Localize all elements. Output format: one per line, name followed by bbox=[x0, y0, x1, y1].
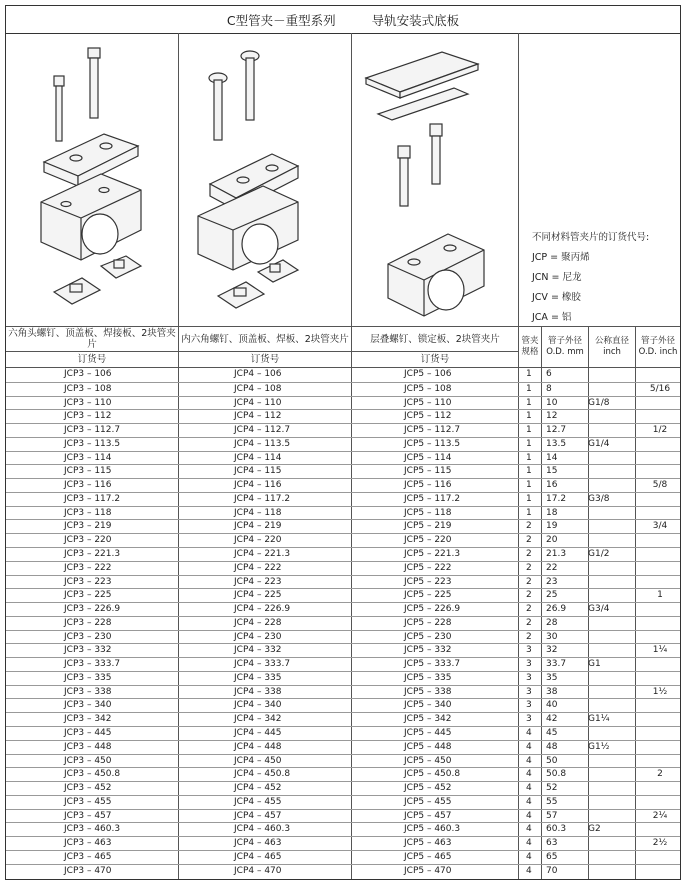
order-no-jcp5: JCP5 – 342 bbox=[404, 714, 452, 725]
od-mm: 28 bbox=[546, 617, 558, 628]
material-jcv: JCV = 橡胶 bbox=[532, 292, 581, 303]
clamp-size: 4 bbox=[526, 769, 532, 780]
table-row bbox=[6, 836, 680, 851]
clamp-size: 1 bbox=[526, 383, 532, 394]
header-col2 bbox=[179, 327, 351, 351]
clamp-size: 2 bbox=[526, 562, 532, 573]
header-od-mm-text: 管子外径 O.D. mm bbox=[546, 336, 584, 357]
table-row bbox=[6, 588, 680, 603]
order-no-jcp3: JCP3 – 450 bbox=[64, 755, 112, 766]
order-no-jcp3: JCP3 – 106 bbox=[64, 369, 112, 379]
clamp-size: 1 bbox=[526, 493, 532, 504]
order-no-jcp4: JCP4 – 455 bbox=[234, 796, 282, 807]
nominal-inch: G1/4 bbox=[588, 438, 610, 449]
order-no-jcp3: JCP3 – 226.9 bbox=[64, 604, 121, 615]
order-no-jcp5: JCP5 – 460.3 bbox=[404, 824, 461, 835]
clamp-size: 1 bbox=[526, 452, 532, 463]
order-no-jcp5: JCP5 – 116 bbox=[404, 480, 452, 491]
nominal-inch: G1½ bbox=[588, 741, 610, 752]
order-no-jcp5: JCP5 – 220 bbox=[404, 535, 452, 546]
table-row bbox=[6, 506, 680, 521]
order-no-jcp4: JCP4 – 222 bbox=[234, 562, 282, 573]
order-no-jcp5: JCP5 – 117.2 bbox=[404, 493, 461, 504]
order-no-jcp5: JCP5 – 457 bbox=[404, 810, 452, 821]
table-row bbox=[6, 423, 680, 438]
order-no-jcp4: JCP4 – 450 bbox=[234, 755, 282, 766]
clamp-size: 4 bbox=[526, 796, 532, 807]
clamp-size: 4 bbox=[526, 728, 532, 739]
order-no-jcp4: JCP4 – 114 bbox=[234, 452, 282, 463]
order-no-jcp3: JCP3 – 112.7 bbox=[64, 425, 121, 436]
clamp-size: 3 bbox=[526, 714, 532, 725]
table-row bbox=[6, 726, 680, 741]
header-order-1 bbox=[6, 352, 178, 366]
nominal-inch: G3/4 bbox=[588, 604, 610, 615]
order-no-jcp3: JCP3 – 452 bbox=[64, 783, 112, 794]
nominal-inch: G1¼ bbox=[588, 714, 610, 725]
order-no-jcp4: JCP4 – 115 bbox=[234, 466, 282, 477]
order-no-jcp4: JCP4 – 452 bbox=[234, 783, 282, 794]
table-row bbox=[6, 740, 680, 755]
clamp-size: 1 bbox=[526, 480, 532, 491]
table-row bbox=[6, 519, 680, 534]
header-nominal-text: 公称直径 inch bbox=[594, 336, 629, 357]
nominal-inch: G3/8 bbox=[588, 493, 610, 504]
order-no-jcp5: JCP5 – 452 bbox=[404, 783, 452, 794]
order-no-jcp5: JCP5 – 448 bbox=[404, 741, 452, 752]
order-no-jcp3: JCP3 – 113.5 bbox=[64, 438, 121, 449]
order-no-jcp4: JCP4 – 335 bbox=[234, 672, 282, 683]
order-no-jcp3: JCP3 – 108 bbox=[64, 383, 112, 394]
order-no-jcp4: JCP4 – 470 bbox=[234, 865, 282, 876]
od-mm: 15 bbox=[546, 466, 558, 477]
clamp-size: 3 bbox=[526, 659, 532, 670]
header-rule bbox=[6, 351, 518, 352]
order-no-jcp4: JCP4 – 448 bbox=[234, 741, 282, 752]
od-mm: 23 bbox=[546, 576, 558, 587]
order-no-jcp4: JCP4 – 465 bbox=[234, 851, 282, 862]
od-inch: 1/2 bbox=[652, 425, 668, 436]
clamp-size: 4 bbox=[526, 851, 532, 862]
od-mm: 17.2 bbox=[546, 493, 567, 504]
table-row bbox=[6, 864, 680, 879]
clamp-size: 4 bbox=[526, 810, 532, 821]
clamp-size: 1 bbox=[526, 397, 532, 408]
order-no-jcp3: JCP3 – 110 bbox=[64, 397, 112, 408]
od-mm: 8 bbox=[546, 383, 552, 394]
order-no-jcp4: JCP4 – 228 bbox=[234, 617, 282, 628]
od-mm: 19 bbox=[546, 521, 558, 532]
od-inch: 1½ bbox=[652, 686, 668, 697]
clamp-size: 3 bbox=[526, 645, 532, 656]
order-no-jcp5: JCP5 – 114 bbox=[404, 452, 452, 463]
order-no-jcp4: JCP4 – 230 bbox=[234, 631, 282, 642]
order-no-jcp3: JCP3 – 222 bbox=[64, 562, 112, 573]
header-col3 bbox=[352, 327, 518, 351]
order-no-jcp4: JCP4 – 226.9 bbox=[234, 604, 291, 615]
order-no-jcp3: JCP3 – 219 bbox=[64, 521, 112, 532]
table-row bbox=[6, 657, 680, 672]
table-row bbox=[6, 382, 680, 397]
order-no-jcp5: JCP5 – 112 bbox=[404, 411, 452, 422]
table-row bbox=[6, 396, 680, 411]
header-order-3-text: 订货号 bbox=[420, 353, 450, 365]
od-inch: 2¼ bbox=[652, 810, 668, 821]
order-no-jcp4: JCP4 – 118 bbox=[234, 507, 282, 518]
od-mm: 70 bbox=[546, 865, 558, 876]
page-title bbox=[6, 6, 680, 34]
order-no-jcp3: JCP3 – 470 bbox=[64, 865, 112, 876]
order-no-jcp4: JCP4 – 219 bbox=[234, 521, 282, 532]
header-order-2-text: 订货号 bbox=[250, 353, 280, 365]
order-no-jcp4: JCP4 – 223 bbox=[234, 576, 282, 587]
table-row bbox=[6, 754, 680, 769]
clamp-size: 3 bbox=[526, 686, 532, 697]
table-row bbox=[6, 781, 680, 796]
table-row bbox=[6, 575, 680, 590]
order-no-jcp4: JCP4 – 340 bbox=[234, 700, 282, 711]
order-no-jcp3: JCP3 – 455 bbox=[64, 796, 112, 807]
od-mm: 22 bbox=[546, 562, 558, 573]
od-inch: 5/8 bbox=[652, 480, 668, 491]
clamp-size: 3 bbox=[526, 700, 532, 711]
clamp-size: 4 bbox=[526, 755, 532, 766]
order-no-jcp3: JCP3 – 112 bbox=[64, 411, 112, 422]
order-no-jcp4: JCP4 – 332 bbox=[234, 645, 282, 656]
clamp-size: 1 bbox=[526, 438, 532, 449]
od-mm: 13.5 bbox=[546, 438, 567, 449]
clamp-size: 2 bbox=[526, 590, 532, 601]
od-inch: 2½ bbox=[652, 838, 668, 849]
od-mm: 50 bbox=[546, 755, 558, 766]
order-no-jcp4: JCP4 – 445 bbox=[234, 728, 282, 739]
order-no-jcp3: JCP3 – 230 bbox=[64, 631, 112, 642]
od-mm: 38 bbox=[546, 686, 558, 697]
title-right: 导轨安装式底板 bbox=[371, 12, 460, 28]
order-no-jcp5: JCP5 – 455 bbox=[404, 796, 452, 807]
order-no-jcp5: JCP5 – 219 bbox=[404, 521, 452, 532]
order-no-jcp5: JCP5 – 465 bbox=[404, 851, 452, 862]
od-inch: 1¼ bbox=[652, 645, 668, 656]
order-no-jcp5: JCP5 – 230 bbox=[404, 631, 452, 642]
order-no-jcp5: JCP5 – 222 bbox=[404, 562, 452, 573]
od-inch: 1 bbox=[657, 590, 663, 601]
od-mm: 14 bbox=[546, 452, 558, 463]
clamp-size: 4 bbox=[526, 824, 532, 835]
table-row bbox=[6, 795, 680, 810]
order-no-jcp4: JCP4 – 112.7 bbox=[234, 425, 291, 436]
order-no-jcp4: JCP4 – 463 bbox=[234, 838, 282, 849]
od-mm: 57 bbox=[546, 810, 558, 821]
table-row bbox=[6, 809, 680, 824]
order-no-jcp3: JCP3 – 463 bbox=[64, 838, 112, 849]
od-mm: 45 bbox=[546, 728, 558, 739]
order-no-jcp4: JCP4 – 117.2 bbox=[234, 493, 291, 504]
order-no-jcp5: JCP5 – 228 bbox=[404, 617, 452, 628]
clamp-size: 4 bbox=[526, 865, 532, 876]
header-col1-text: 六角头螺钉、顶盖板、焊接板、2块管夹片 bbox=[8, 328, 176, 350]
order-no-jcp5: JCP5 – 115 bbox=[404, 466, 452, 477]
order-no-jcp5: JCP5 – 118 bbox=[404, 507, 452, 518]
od-mm: 6 bbox=[546, 369, 552, 379]
od-inch: 2 bbox=[657, 769, 663, 780]
od-mm: 33.7 bbox=[546, 659, 567, 670]
order-no-jcp3: JCP3 – 445 bbox=[64, 728, 112, 739]
od-mm: 32 bbox=[546, 645, 558, 656]
clamp-size: 1 bbox=[526, 369, 532, 379]
clamp-size: 3 bbox=[526, 672, 532, 683]
table-row bbox=[6, 643, 680, 658]
table-row bbox=[6, 533, 680, 548]
header-col1 bbox=[6, 327, 178, 351]
order-no-jcp3: JCP3 – 220 bbox=[64, 535, 112, 546]
order-no-jcp3: JCP3 – 335 bbox=[64, 672, 112, 683]
od-mm: 26.9 bbox=[546, 604, 567, 615]
order-no-jcp3: JCP3 – 342 bbox=[64, 714, 112, 725]
order-no-jcp4: JCP4 – 110 bbox=[234, 397, 282, 408]
nominal-inch: G2 bbox=[588, 824, 601, 835]
clamp-size: 4 bbox=[526, 741, 532, 752]
material-note-heading: 不同材料管夹片的订货代号: bbox=[532, 232, 650, 243]
order-no-jcp4: JCP4 – 333.7 bbox=[234, 659, 291, 670]
order-no-jcp3: JCP3 – 228 bbox=[64, 617, 112, 628]
table-row bbox=[6, 685, 680, 700]
od-mm: 42 bbox=[546, 714, 558, 725]
od-mm: 55 bbox=[546, 796, 558, 807]
order-no-jcp4: JCP4 – 220 bbox=[234, 535, 282, 546]
table-row bbox=[6, 616, 680, 631]
table-row bbox=[6, 437, 680, 452]
clamp-size: 2 bbox=[526, 521, 532, 532]
header-col2-text: 内六角螺钉、顶盖板、焊板、2块管夹片 bbox=[181, 333, 349, 345]
order-no-jcp4: JCP4 – 460.3 bbox=[234, 824, 291, 835]
material-jca: JCA = 铝 bbox=[532, 312, 572, 323]
table-row bbox=[6, 767, 680, 782]
od-mm: 52 bbox=[546, 783, 558, 794]
order-no-jcp3: JCP3 – 221.3 bbox=[64, 549, 121, 559]
od-mm: 20 bbox=[546, 535, 558, 546]
order-no-jcp3: JCP3 – 448 bbox=[64, 741, 112, 752]
material-jcn: JCN = 尼龙 bbox=[532, 272, 582, 283]
table-row bbox=[6, 630, 680, 645]
order-no-jcp3: JCP3 – 457 bbox=[64, 810, 112, 821]
order-no-jcp5: JCP5 – 108 bbox=[404, 383, 452, 394]
clamp-size: 4 bbox=[526, 783, 532, 794]
header-nominal bbox=[589, 327, 635, 367]
clamp-socket-screw-illustration bbox=[188, 34, 348, 326]
order-no-jcp3: JCP3 – 332 bbox=[64, 645, 112, 656]
order-no-jcp4: JCP4 – 225 bbox=[234, 590, 282, 601]
illus-divider-1 bbox=[178, 33, 179, 326]
nominal-inch: G1/8 bbox=[588, 397, 610, 408]
clamp-size: 1 bbox=[526, 507, 532, 518]
od-mm: 65 bbox=[546, 851, 558, 862]
order-no-jcp4: JCP4 – 338 bbox=[234, 686, 282, 697]
order-no-jcp5: JCP5 – 110 bbox=[404, 397, 452, 408]
order-no-jcp3: JCP3 – 117.2 bbox=[64, 493, 121, 504]
od-mm: 48 bbox=[546, 741, 558, 752]
header-size bbox=[519, 327, 541, 367]
clamp-size: 1 bbox=[526, 466, 532, 477]
table-row bbox=[6, 492, 680, 507]
clamp-hex-bolt-illustration bbox=[16, 34, 176, 326]
order-no-jcp4: JCP4 – 108 bbox=[234, 383, 282, 394]
header-size-text: 管夹规格 bbox=[521, 336, 539, 357]
od-mm: 40 bbox=[546, 700, 558, 711]
table-row bbox=[6, 451, 680, 466]
clamp-size: 2 bbox=[526, 604, 532, 615]
order-no-jcp5: JCP5 – 221.3 bbox=[404, 549, 461, 559]
clamp-size: 2 bbox=[526, 576, 532, 587]
header-col3-text: 层叠螺钉、锁定板、2块管夹片 bbox=[370, 333, 500, 345]
od-mm: 63 bbox=[546, 838, 558, 849]
header-order-2 bbox=[179, 352, 351, 366]
clamp-size: 1 bbox=[526, 411, 532, 422]
od-mm: 21.3 bbox=[546, 549, 567, 559]
od-inch: 5/16 bbox=[649, 383, 671, 394]
material-jcp: JCP = 聚丙烯 bbox=[532, 252, 590, 263]
title-left: C型管夹－重型系列 bbox=[226, 12, 336, 28]
od-mm: 25 bbox=[546, 590, 558, 601]
order-no-jcp5: JCP5 – 223 bbox=[404, 576, 452, 587]
order-no-jcp3: JCP3 – 460.3 bbox=[64, 824, 121, 835]
order-no-jcp3: JCP3 – 114 bbox=[64, 452, 112, 463]
table-row bbox=[6, 712, 680, 727]
illus-divider-2 bbox=[351, 33, 352, 326]
header-od-mm bbox=[542, 327, 588, 367]
order-no-jcp5: JCP5 – 113.5 bbox=[404, 438, 461, 449]
table-row bbox=[6, 602, 680, 617]
order-no-jcp3: JCP3 – 223 bbox=[64, 576, 112, 587]
order-no-jcp4: JCP4 – 342 bbox=[234, 714, 282, 725]
table-row bbox=[6, 698, 680, 713]
clamp-size: 4 bbox=[526, 838, 532, 849]
order-no-jcp5: JCP5 – 333.7 bbox=[404, 659, 461, 670]
order-no-jcp4: JCP4 – 450.8 bbox=[234, 769, 291, 780]
order-no-jcp3: JCP3 – 225 bbox=[64, 590, 112, 601]
order-no-jcp5: JCP5 – 226.9 bbox=[404, 604, 461, 615]
order-no-jcp4: JCP4 – 113.5 bbox=[234, 438, 291, 449]
od-mm: 12.7 bbox=[546, 425, 567, 436]
order-no-jcp3: JCP3 – 333.7 bbox=[64, 659, 121, 670]
table-row bbox=[6, 368, 680, 382]
clamp-size: 2 bbox=[526, 549, 532, 559]
order-no-jcp5: JCP5 – 332 bbox=[404, 645, 452, 656]
header-od-inch-text: 管子外径 O.D. inch bbox=[638, 336, 678, 357]
order-no-jcp5: JCP5 – 106 bbox=[404, 369, 452, 379]
od-mm: 60.3 bbox=[546, 824, 567, 835]
table-row bbox=[6, 822, 680, 837]
order-no-jcp5: JCP5 – 450 bbox=[404, 755, 452, 766]
order-no-jcp4: JCP4 – 106 bbox=[234, 369, 282, 379]
od-mm: 16 bbox=[546, 480, 558, 491]
od-mm: 18 bbox=[546, 507, 558, 518]
clamp-stacking-screw-illustration bbox=[358, 34, 516, 326]
order-no-jcp5: JCP5 – 450.8 bbox=[404, 769, 461, 780]
table-row bbox=[6, 850, 680, 865]
order-no-jcp5: JCP5 – 225 bbox=[404, 590, 452, 601]
nominal-inch: G1/2 bbox=[588, 549, 610, 559]
order-no-jcp4: JCP4 – 457 bbox=[234, 810, 282, 821]
header-order-3 bbox=[352, 352, 518, 366]
order-no-jcp4: JCP4 – 221.3 bbox=[234, 549, 291, 559]
order-no-jcp5: JCP5 – 445 bbox=[404, 728, 452, 739]
table-row bbox=[6, 547, 680, 562]
clamp-size: 2 bbox=[526, 617, 532, 628]
order-no-jcp4: JCP4 – 116 bbox=[234, 480, 282, 491]
od-mm: 12 bbox=[546, 411, 558, 422]
table-row bbox=[6, 671, 680, 686]
od-mm: 30 bbox=[546, 631, 558, 642]
order-no-jcp5: JCP5 – 340 bbox=[404, 700, 452, 711]
order-no-jcp3: JCP3 – 450.8 bbox=[64, 769, 121, 780]
clamp-size: 2 bbox=[526, 535, 532, 546]
od-inch: 3/4 bbox=[652, 521, 668, 532]
order-no-jcp3: JCP3 – 115 bbox=[64, 466, 112, 477]
table-row bbox=[6, 409, 680, 424]
order-no-jcp3: JCP3 – 116 bbox=[64, 480, 112, 491]
clamp-size: 1 bbox=[526, 425, 532, 436]
order-no-jcp5: JCP5 – 338 bbox=[404, 686, 452, 697]
table-row bbox=[6, 478, 680, 493]
order-no-jcp5: JCP5 – 112.7 bbox=[404, 425, 461, 436]
order-no-jcp5: JCP5 – 470 bbox=[404, 865, 452, 876]
nominal-inch: G1 bbox=[588, 659, 601, 670]
order-no-jcp5: JCP5 – 463 bbox=[404, 838, 452, 849]
material-note bbox=[532, 228, 649, 328]
order-no-jcp3: JCP3 – 338 bbox=[64, 686, 112, 697]
order-no-jcp3: JCP3 – 465 bbox=[64, 851, 112, 862]
header-od-inch bbox=[636, 327, 680, 367]
order-no-jcp5: JCP5 – 335 bbox=[404, 672, 452, 683]
table-row bbox=[6, 561, 680, 576]
od-mm: 35 bbox=[546, 672, 558, 683]
od-mm: 50.8 bbox=[546, 769, 567, 780]
catalog-sheet bbox=[5, 5, 681, 880]
order-no-jcp4: JCP4 – 112 bbox=[234, 411, 282, 422]
od-mm: 10 bbox=[546, 397, 558, 408]
order-no-jcp3: JCP3 – 340 bbox=[64, 700, 112, 711]
order-no-jcp3: JCP3 – 118 bbox=[64, 507, 112, 518]
clamp-size: 2 bbox=[526, 631, 532, 642]
table-row bbox=[6, 464, 680, 479]
header-order-1-text: 订货号 bbox=[77, 353, 107, 365]
